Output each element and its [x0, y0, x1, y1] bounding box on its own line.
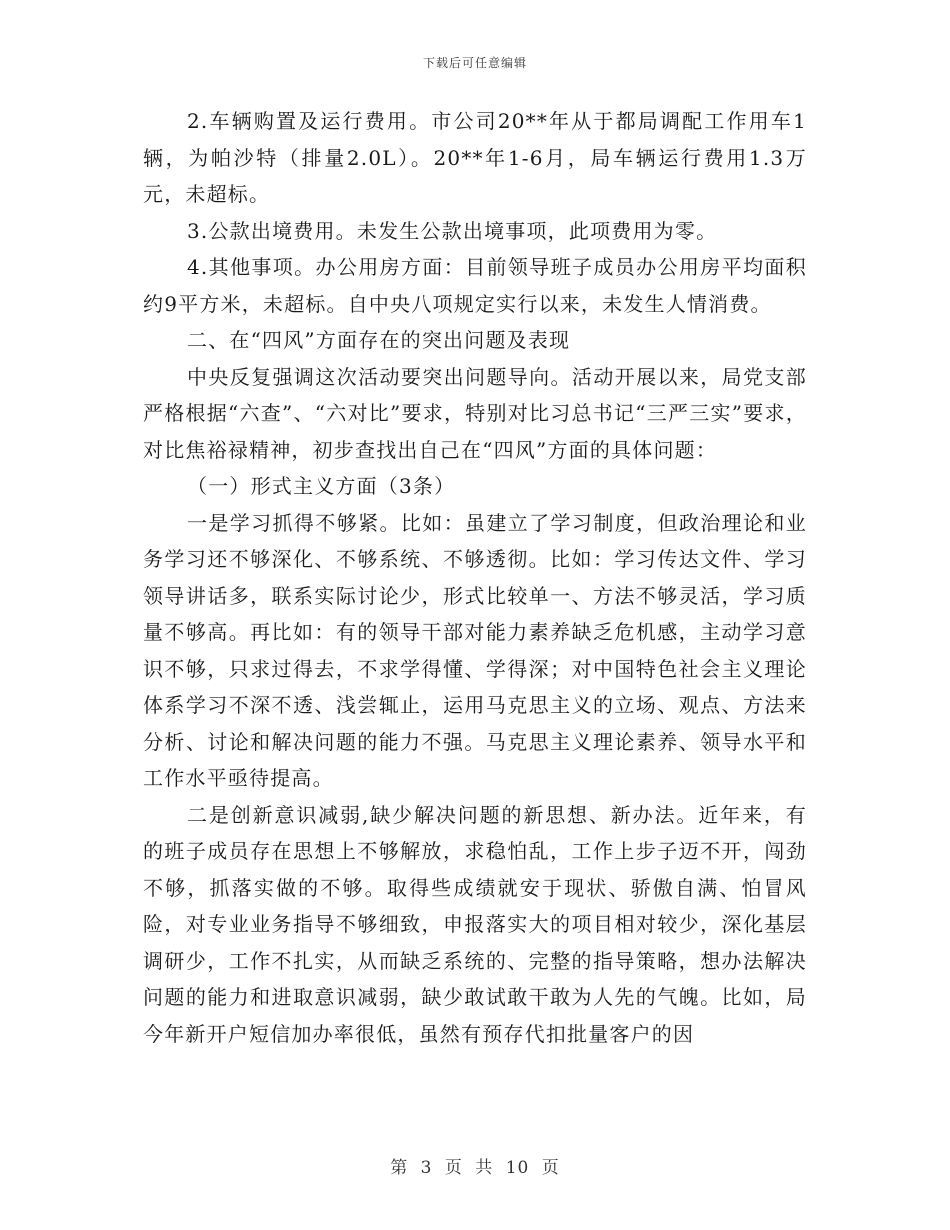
paragraph-other-matters: 4.其他事项。办公用房方面：目前领导班子成员办公用房平均面积约9平方米，未超标。自中央八项规定实行以来，未发生人情消费。 [143, 255, 807, 316]
paragraph-problem-orientation: 中央反复强调这次活动要突出问题导向。活动开展以来，局党支部严格根据“六查”、“六对比”要求，特别对比习总书记“三严三实”要求，对比焦裕禄精神，初步查找出自己在“四风”方面的具体问题： [143, 364, 807, 462]
section-heading-four-winds: 二、在“四风”方面存在的突出问题及表现 [187, 328, 571, 352]
paragraph-innovation-issue: 二是创新意识减弱,缺少解决问题的新思想、新办法。近年来，有的班子成员存在思想上不够解放，求稳怕乱，工作上步子迈不开，闯劲不够，抓落实做的不够。取得些成绩就安于现状、骄傲自满、怕冒风险，对专业业务指导不够细致，申报落实大的项目相对较少，深化基层调研少，工作不扎实，从而缺乏系统的、完整的指导策略，想办法解决问题的能力和进取意识减弱，缺少敢试敢干敢为人先的气魄。比如，局今年新开户短信加办率很低，虽然有预存代扣批量客户的因 [143, 802, 807, 1046]
paragraph-vehicle-costs: 2.车辆购置及运行费用。市公司20**年从于都局调配工作用车1辆，为帕沙特（排量2.0L）。20**年1-6月，局车辆运行费用1.3万元，未超标。 [143, 109, 807, 206]
paragraph-study-issue: 一是学习抓得不够紧。比如：虽建立了学习制度，但政治理论和业务学习还不够深化、不够系统、不够透彻。比如：学习传达文件、学习领导讲话多，联系实际讨论少，形式比较单一、方法不够灵活，学习质量不够高。再比如：有的领导干部对能力素养缺乏危机感，主动学习意识不够，只求过得去，不求学得懂、学得深；对中国特色社会主义理论体系学习不深不透、浅尝辄止，运用马克思主义的立场、观点、方法来分析、讨论和解决问题的能力不强。马克思主义理论素养、领导水平和工作水平亟待提高。 [143, 510, 807, 790]
paragraph-overseas-costs: 3.公款出境费用。未发生公款出境事项，此项费用为零。 [187, 218, 718, 243]
document-body [143, 103, 807, 1052]
page-header: 下载后可任意编辑 [422, 56, 527, 70]
subsection-heading-formalism: （一）形式主义方面（3条） [187, 474, 456, 498]
page-number-footer: 第 3 页 共 10 页 [390, 1158, 560, 1178]
